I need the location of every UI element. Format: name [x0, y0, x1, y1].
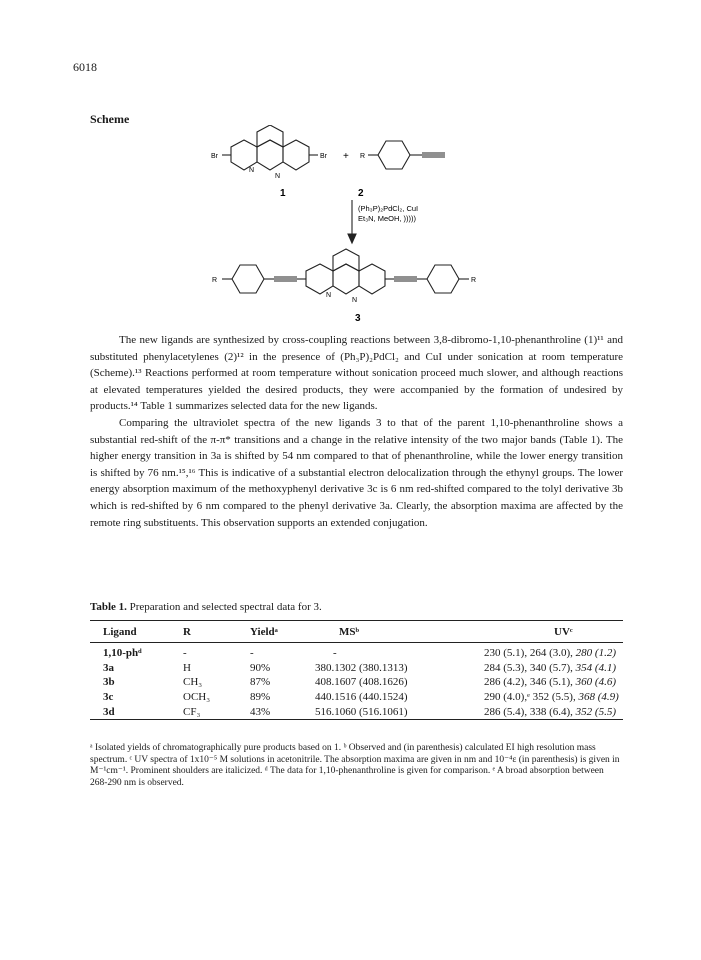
cell-ligand: 3d	[103, 705, 115, 718]
reactant-1-br-right: Br	[320, 153, 327, 160]
paragraph-2: Comparing the ultraviolet spectra of the new ligands 3 to that of the parent 1,10-phenanthroline shows a substantial red-shift of the π-π* transitions and a change in the relative intensity of the two major bands (Table 1). The higher energy transition in 3a is shifted by 54 nm compared to that of phenanthroline, while the lower energy transition is shifted by 76 nm.¹⁵,¹⁶ This is indicative of a substantial electron delocalization through the ethynyl groups. The lower energy absorption maximum of the methoxyphenyl derivative 3c is 6 nm red-shifted compared to the tolyl derivative 3b which is red-shifted by 6 nm compared to the phenyl derivative 3a. Clearly, the absorption maxima are affected by the remote ring substituents. This observation supports an extended conjugation.	[90, 416, 623, 529]
cell-uv	[484, 661, 623, 676]
cell-r: CF₃	[183, 705, 201, 718]
table-caption	[90, 601, 322, 613]
table-footnotes: ᵃ Isolated yields of chromatographically pure products based on 1. ᵇ Observed and (in parenthesis) calculated EI high resolution mass spectrum. ᶜ UV spectra of 1x10⁻⁵ M solutions in acetonitrile. The absorption maxima are given in nm and 10⁻⁴ε (in parenthesis) is given in M⁻¹cm⁻¹. Prominent shoulders are italicized. ᵈ The data for 1,10-phenanthroline is given for comparison. ᵉ A broad absorption between 268-290 nm is observed.	[90, 743, 620, 788]
cell-ms: 440.1516 (440.1524)	[315, 691, 408, 704]
cell-ligand: 3a	[103, 661, 114, 674]
product-r-left: R	[212, 277, 218, 284]
page-number: 6018	[73, 60, 97, 74]
cell-uv	[484, 643, 623, 661]
cell-yield: 43%	[250, 705, 271, 718]
cell-ligand: 3c	[103, 691, 114, 704]
scheme-heading: Scheme	[90, 112, 130, 126]
table-row	[90, 675, 623, 690]
table-row	[90, 690, 623, 705]
cell-uv	[484, 675, 623, 690]
uv-values: 286 (4.2), 346 (5.1),	[484, 676, 573, 689]
uv-values: 284 (5.3), 340 (5.7),	[484, 661, 573, 674]
compound-2-label: 2	[358, 188, 364, 199]
reactant-2-r: R	[360, 153, 366, 160]
data-table	[90, 620, 623, 720]
uv-shoulder: 354 (4.1)	[575, 661, 616, 674]
cell-ms: -	[333, 647, 337, 660]
cell-yield: 89%	[250, 691, 271, 704]
reaction-scheme	[200, 125, 530, 325]
table-caption-text: Preparation and selected spectral data for 3.	[129, 601, 322, 613]
header-ms: MSᵇ	[339, 625, 360, 638]
header-yield: Yieldᵃ	[250, 625, 278, 638]
table-row	[90, 704, 623, 719]
table-caption-label: Table 1.	[90, 601, 127, 613]
uv-shoulder: 352 (5.5)	[575, 705, 616, 718]
product-n-right: N	[352, 297, 358, 304]
product-n-left: N	[326, 292, 332, 299]
conditions-line-1: (Ph₃P)₂PdCl₂, CuI	[358, 204, 419, 213]
compound-1-label: 1	[280, 188, 286, 199]
reactant-1-br-left: Br	[211, 153, 218, 160]
cell-yield: -	[250, 647, 254, 660]
uv-values: 230 (5.1), 264 (3.0),	[484, 647, 573, 660]
compound-3-label: 3	[355, 313, 361, 324]
header-ligand: Ligand	[103, 625, 137, 638]
cell-uv	[484, 690, 623, 705]
cell-ms: 516.1060 (516.1061)	[315, 705, 408, 718]
uv-values: 290 (4.0),ᵉ 352 (5.5),	[484, 691, 576, 704]
product-r-right: R	[471, 277, 477, 284]
cell-ligand: 1,10-phᵈ	[103, 647, 142, 660]
conditions-line-2: Et₃N, MeOH, )))))	[358, 214, 417, 223]
cell-ms: 408.1607 (408.1626)	[315, 676, 408, 689]
cell-uv	[484, 704, 623, 719]
header-uv: UVᶜ	[554, 625, 573, 638]
reactant-1-structure	[222, 125, 318, 170]
cell-r: OCH₃	[183, 691, 211, 704]
cell-r: -	[183, 647, 187, 660]
reactant-1-n-right: N	[275, 173, 281, 180]
reactant-1-n-left: N	[249, 167, 255, 174]
cell-yield: 90%	[250, 661, 271, 674]
uv-shoulder: 368 (4.9)	[578, 691, 619, 704]
cell-r: H	[183, 661, 191, 674]
cell-yield: 87%	[250, 676, 271, 689]
cell-r: CH₃	[183, 676, 203, 689]
reaction-arrow	[348, 200, 356, 243]
reactant-2-structure	[368, 141, 445, 169]
cell-ms: 380.1302 (380.1313)	[315, 661, 408, 674]
table-header-row	[90, 621, 623, 643]
cell-ligand: 3b	[103, 676, 115, 689]
uv-shoulder: 280 (1.2)	[575, 647, 616, 660]
header-r: R	[183, 625, 191, 638]
body-text	[90, 332, 623, 531]
uv-shoulder: 360 (4.6)	[575, 676, 616, 689]
uv-values: 286 (5.4), 338 (6.4),	[484, 705, 573, 718]
table-row	[90, 661, 623, 676]
product-3-structure	[222, 249, 469, 294]
paragraph-1: The new ligands are synthesized by cross-coupling reactions between 3,8-dibromo-1,10-phenanthroline (1)¹¹ and substituted phenylacetylenes (2)¹² in the presence of (Ph₃P)₂PdCl₂ and CuI under sonication at room temperature (Scheme).¹³ Reactions performed at room temperature without sonication proceed much slower, and although reactions at elevated temperatures yielded the desired products, they were accompanied by the formation of undesired by products.¹⁴ Table 1 summarizes selected data for the new ligands.	[90, 334, 623, 413]
plus-sign: +	[343, 151, 349, 162]
table-row	[90, 643, 623, 661]
